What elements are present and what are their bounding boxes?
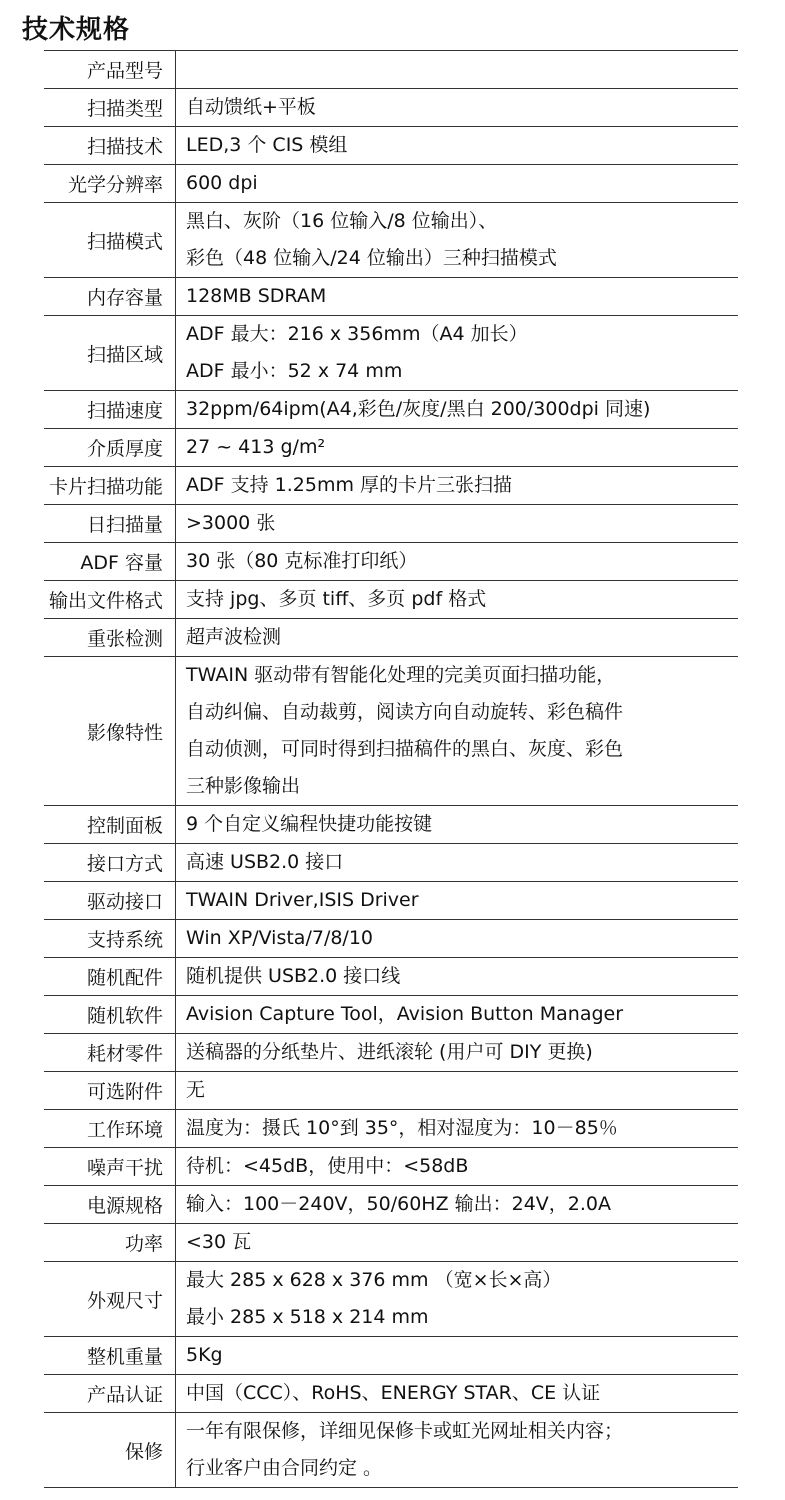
spec-value-line: 128MB SDRAM: [186, 285, 327, 307]
spec-value-line: Avision Capture Tool，Avision Button Manager: [186, 1003, 624, 1025]
spec-value: [175, 1262, 738, 1336]
spec-value-line: TWAIN Driver,ISIS Driver: [186, 889, 419, 911]
spec-label: 电源规格: [86, 1195, 163, 1217]
spec-value-line: 高速 USB2.0 接口: [186, 851, 344, 873]
spec-value-line: 超声波检测: [186, 626, 282, 648]
spec-value-line: 彩色（48 位输入/24 位输出）三种扫描模式: [186, 247, 557, 269]
spec-label: ADF 容量: [80, 552, 163, 574]
spec-value-line: >3000 张: [186, 512, 276, 534]
spec-value-line: 黑白、灰阶（16 位输入/8 位输出）、: [186, 210, 498, 232]
spec-value: [175, 1375, 738, 1412]
spec-row: [44, 543, 738, 581]
spec-value-line: 待机：<45dB，使用中：<58dB: [186, 1155, 469, 1177]
spec-value: [175, 543, 738, 580]
spec-value: [175, 316, 738, 390]
spec-row: [44, 89, 738, 127]
spec-label: 光学分辨率: [67, 174, 163, 196]
spec-label: 随机配件: [86, 967, 163, 989]
spec-value-line: <30 瓦: [186, 1231, 252, 1253]
spec-label: 控制面板: [86, 815, 163, 837]
spec-value: [175, 1413, 738, 1487]
spec-value: [175, 958, 738, 995]
spec-value: [175, 657, 738, 805]
spec-label: 保修: [124, 1440, 163, 1463]
spec-value-line: 无: [186, 1079, 206, 1101]
spec-value-line: 输入：100－240V，50/60HZ 输出：24V，2.0A: [186, 1193, 612, 1215]
spec-row: [44, 391, 738, 429]
spec-value: [175, 882, 738, 919]
spec-row: [44, 1186, 738, 1224]
spec-value-line: 最大 285 x 628 x 376 mm （宽×长×高）: [186, 1269, 562, 1291]
spec-row: [44, 657, 738, 806]
spec-value: [175, 996, 738, 1033]
spec-value-line: 送稿器的分纸垫片、进纸滚轮 (用户可 DIY 更换): [186, 1041, 593, 1063]
spec-row: [44, 996, 738, 1034]
spec-value: [175, 581, 738, 618]
spec-row: [44, 1034, 738, 1072]
spec-row: [44, 920, 738, 958]
spec-row: [44, 429, 738, 467]
spec-label: 产品认证: [86, 1384, 163, 1406]
spec-value-line: 三种影像输出: [186, 775, 301, 797]
spec-value: [175, 1110, 738, 1147]
spec-label: 随机软件: [86, 1005, 163, 1027]
spec-label: 产品型号: [86, 60, 163, 82]
spec-label: 支持系统: [86, 929, 163, 951]
spec-row: [44, 1148, 738, 1186]
spec-label: 输出文件格式: [48, 590, 163, 612]
spec-row: [44, 619, 738, 657]
spec-row: [44, 203, 738, 278]
spec-row: [44, 50, 738, 89]
spec-value-line: 600 dpi: [186, 172, 258, 194]
spec-value-line: ADF 最小：52 x 74 mm: [186, 360, 403, 382]
spec-value-line: 32ppm/64ipm(A4,彩色/灰度/黑白 200/300dpi 同速): [186, 398, 651, 420]
spec-value: [175, 844, 738, 881]
spec-value-line: LED,3 个 CIS 模组: [186, 134, 348, 156]
spec-label: 重张检测: [86, 628, 163, 650]
spec-label: 介质厚度: [86, 438, 163, 460]
spec-value-line: 30 张（80 克标准打印纸）: [186, 550, 418, 572]
spec-value: [175, 89, 738, 126]
spec-value: [175, 806, 738, 843]
spec-value: [175, 127, 738, 164]
spec-value: [175, 391, 738, 428]
spec-value: [175, 1337, 738, 1374]
spec-label: 影像特性: [86, 721, 163, 744]
spec-value: [175, 920, 738, 957]
spec-value: [175, 1148, 738, 1185]
spec-label: 可选附件: [86, 1081, 163, 1103]
spec-label: 功率: [124, 1233, 163, 1255]
spec-label: 噪声干扰: [86, 1157, 163, 1179]
spec-row: [44, 278, 738, 316]
spec-value-line: 行业客户由合同约定 。: [186, 1457, 383, 1479]
spec-value-line: 中国（CCC）、RoHS、ENERGY STAR、CE 认证: [186, 1382, 601, 1404]
spec-value-line: 随机提供 USB2.0 接口线: [186, 965, 401, 987]
spec-label: 扫描类型: [86, 98, 163, 120]
spec-label: 扫描区域: [86, 343, 163, 366]
spec-value: [175, 1186, 738, 1223]
spec-label: 工作环境: [86, 1119, 163, 1141]
spec-value-line: 温度为：摄氏 10°到 35°，相对湿度为：10－85％: [186, 1117, 618, 1139]
spec-row: [44, 467, 738, 505]
spec-label: 扫描模式: [86, 230, 163, 253]
spec-label: 接口方式: [86, 853, 163, 875]
spec-row: [44, 127, 738, 165]
spec-label: 卡片扫描功能: [48, 476, 163, 498]
spec-row: [44, 316, 738, 391]
spec-value-line: TWAIN 驱动带有智能化处理的完美页面扫描功能，: [186, 664, 616, 686]
spec-value: [175, 278, 738, 315]
spec-label: 驱动接口: [86, 891, 163, 913]
spec-value: [175, 467, 738, 504]
spec-value: [175, 1034, 738, 1071]
spec-row: [44, 882, 738, 920]
spec-value-line: 9 个自定义编程快捷功能按键: [186, 813, 433, 835]
spec-value-line: 自动侦测，可同时得到扫描稿件的黑白、灰度、彩色: [186, 738, 624, 760]
spec-row: [44, 1110, 738, 1148]
spec-value: [175, 429, 738, 466]
spec-value-line: [186, 51, 738, 88]
spec-label: 外观尺寸: [86, 1289, 163, 1312]
spec-value: [175, 1224, 738, 1261]
spec-value-line: 5Kg: [186, 1344, 223, 1366]
spec-row: [44, 1337, 738, 1375]
spec-value-line: ADF 最大：216 x 356mm（A4 加长）: [186, 323, 528, 345]
spec-value: [175, 619, 738, 656]
spec-value: [175, 51, 738, 88]
spec-row: [44, 1224, 738, 1262]
spec-label: 耗材零件: [86, 1043, 163, 1065]
spec-label: 内存容量: [86, 287, 163, 309]
spec-label: 整机重量: [86, 1346, 163, 1368]
spec-value: [175, 1072, 738, 1109]
spec-label: 扫描速度: [86, 400, 163, 422]
spec-value: [175, 505, 738, 542]
spec-value-line: 自动纠偏、自动裁剪，阅读方向自动旋转、彩色稿件: [186, 701, 624, 723]
spec-label: 扫描技术: [86, 136, 163, 158]
spec-row: [44, 165, 738, 203]
spec-row: [44, 806, 738, 844]
page-title: 技术规格: [22, 15, 131, 45]
spec-row: [44, 958, 738, 996]
spec-value-line: 支持 jpg、多页 tiff、多页 pdf 格式: [186, 588, 487, 610]
spec-value: [175, 203, 738, 277]
spec-row: [44, 844, 738, 882]
spec-value-line: 自动馈纸+平板: [186, 96, 316, 118]
spec-value-line: 最小 285 x 518 x 214 mm: [186, 1306, 429, 1328]
spec-row: [44, 1262, 738, 1337]
spec-row: [44, 505, 738, 543]
spec-label: 日扫描量: [86, 514, 163, 536]
spec-row: [44, 581, 738, 619]
spec-value: [175, 165, 738, 202]
spec-table: [44, 50, 738, 1488]
spec-value-line: Win XP/Vista/7/8/10: [186, 927, 374, 949]
spec-value-line: 27 ~ 413 g/m²: [186, 436, 326, 458]
spec-value-line: 一年有限保修，详细见保修卡或虹光网址相关内容；: [186, 1420, 624, 1442]
spec-row: [44, 1375, 738, 1413]
spec-value-line: ADF 支持 1.25mm 厚的卡片三张扫描: [186, 474, 512, 496]
spec-row: [44, 1072, 738, 1110]
spec-row: [44, 1413, 738, 1488]
